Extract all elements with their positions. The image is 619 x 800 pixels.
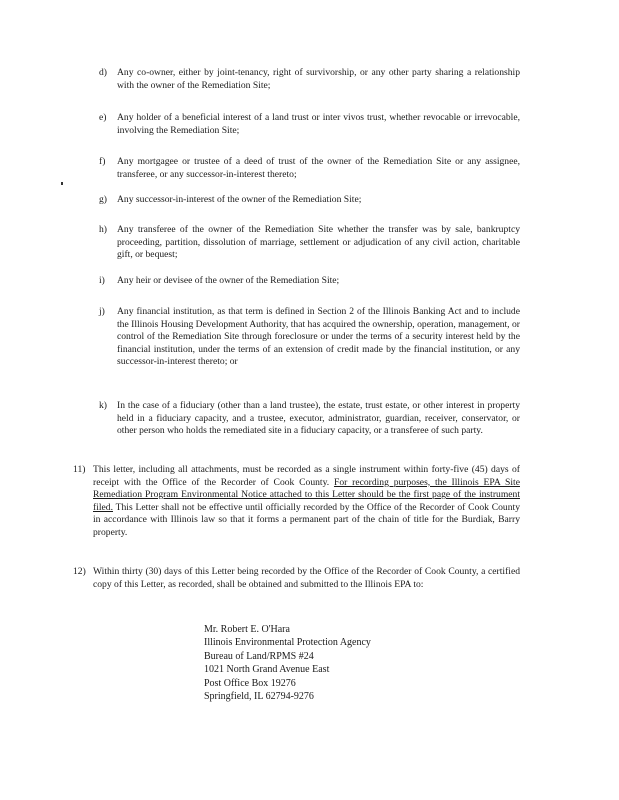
list-marker-f: f) (99, 156, 106, 167)
address-city-state-zip: Springfield, IL 62794-9276 (204, 691, 314, 703)
paragraph-number-12: 12) (73, 566, 86, 577)
paragraph-12: Within thirty (30) days of this Letter being recorded by the Office of the Recorder of Cook County, a certified copy of this Letter, as recorded, shall be obtained and submitted to the Illinois EPA to: (93, 566, 520, 590)
list-item-i: Any heir or devisee of the owner of the Remediation Site; (117, 275, 340, 286)
list-item-f: Any mortgagee or trustee of a deed of trust of the owner of the Remediation Site or any assignee, transferee, or any successor-in-interest thereto; (117, 156, 520, 180)
list-item-g: Any successor-in-interest of the owner of the Remediation Site; (117, 194, 362, 205)
paragraph-11 (93, 464, 520, 540)
list-marker-d: d) (99, 67, 107, 78)
address-po-box: Post Office Box 19276 (204, 677, 296, 689)
address-bureau: Bureau of Land/RPMS #24 (204, 650, 314, 662)
address-street: 1021 North Grand Avenue East (204, 664, 330, 676)
list-marker-k: k) (99, 400, 107, 411)
list-marker-g: g) (99, 194, 107, 205)
paragraph-number-11: 11) (73, 464, 86, 475)
list-item-j: Any financial institution, as that term is defined in Section 2 of the Illinois Banking Act and to include the Illinois Housing Development Authority, that has acquired the ownership, operation, management, or control of the Remediation Site through foreclosure or under the terms of a security interest held by the financial institution, under the terms of an extension of credit made by the financial institution, or any successor-in-interest thereto; or (117, 306, 520, 368)
list-marker-h: h) (99, 224, 107, 235)
list-marker-j: j) (99, 306, 105, 317)
list-item-k: In the case of a fiduciary (other than a land trustee), the estate, trust estate, or other interest in property held in a fiduciary capacity, and a trustee, executor, administrator, guardian, receiver, conservator, or other person who holds the remediated site in a fiduciary capacity, or a transferee of such party. (117, 400, 520, 437)
address-recipient-name: Mr. Robert E. O'Hara (204, 624, 290, 635)
address-agency: Illinois Environmental Protection Agency (204, 637, 371, 649)
list-marker-i: i) (99, 275, 105, 286)
list-item-e: Any holder of a beneficial interest of a land trust or inter vivos trust, whether revocable or irrevocable, involving the Remediation Site; (117, 112, 520, 136)
list-marker-e: e) (99, 112, 107, 123)
scan-artifact-mark (61, 182, 63, 185)
paragraph-11-text-end: This Letter shall not be effective until officially recorded by the Office of the Recorder of Cook County in accordance with Illinois law so that it forms a permanent part of the chain of title for the Burdiak, Barry property. (93, 501, 520, 538)
list-item-d: Any co-owner, either by joint-tenancy, right of survivorship, or any other party sharing a relationship with the owner of the Remediation Site; (117, 67, 520, 91)
list-item-h: Any transferee of the owner of the Remediation Site whether the transfer was by sale, bankruptcy proceeding, partition, dissolution of marriage, settlement or adjudication of any civil action, charitable gift, or bequest; (117, 224, 520, 261)
recording-instruction-underlined: For recording purposes, the Illinois EPA Site Remediation Program Environmental Notice attached to this Letter should be the first page of the instrument filed. (93, 476, 520, 513)
paragraph-11-text-start: This letter, including all attachments, must be recorded as a single instrument within forty-five (45) days of receipt with the Office of the Recorder of Cook County. (93, 464, 520, 488)
mailing-address (204, 623, 371, 703)
